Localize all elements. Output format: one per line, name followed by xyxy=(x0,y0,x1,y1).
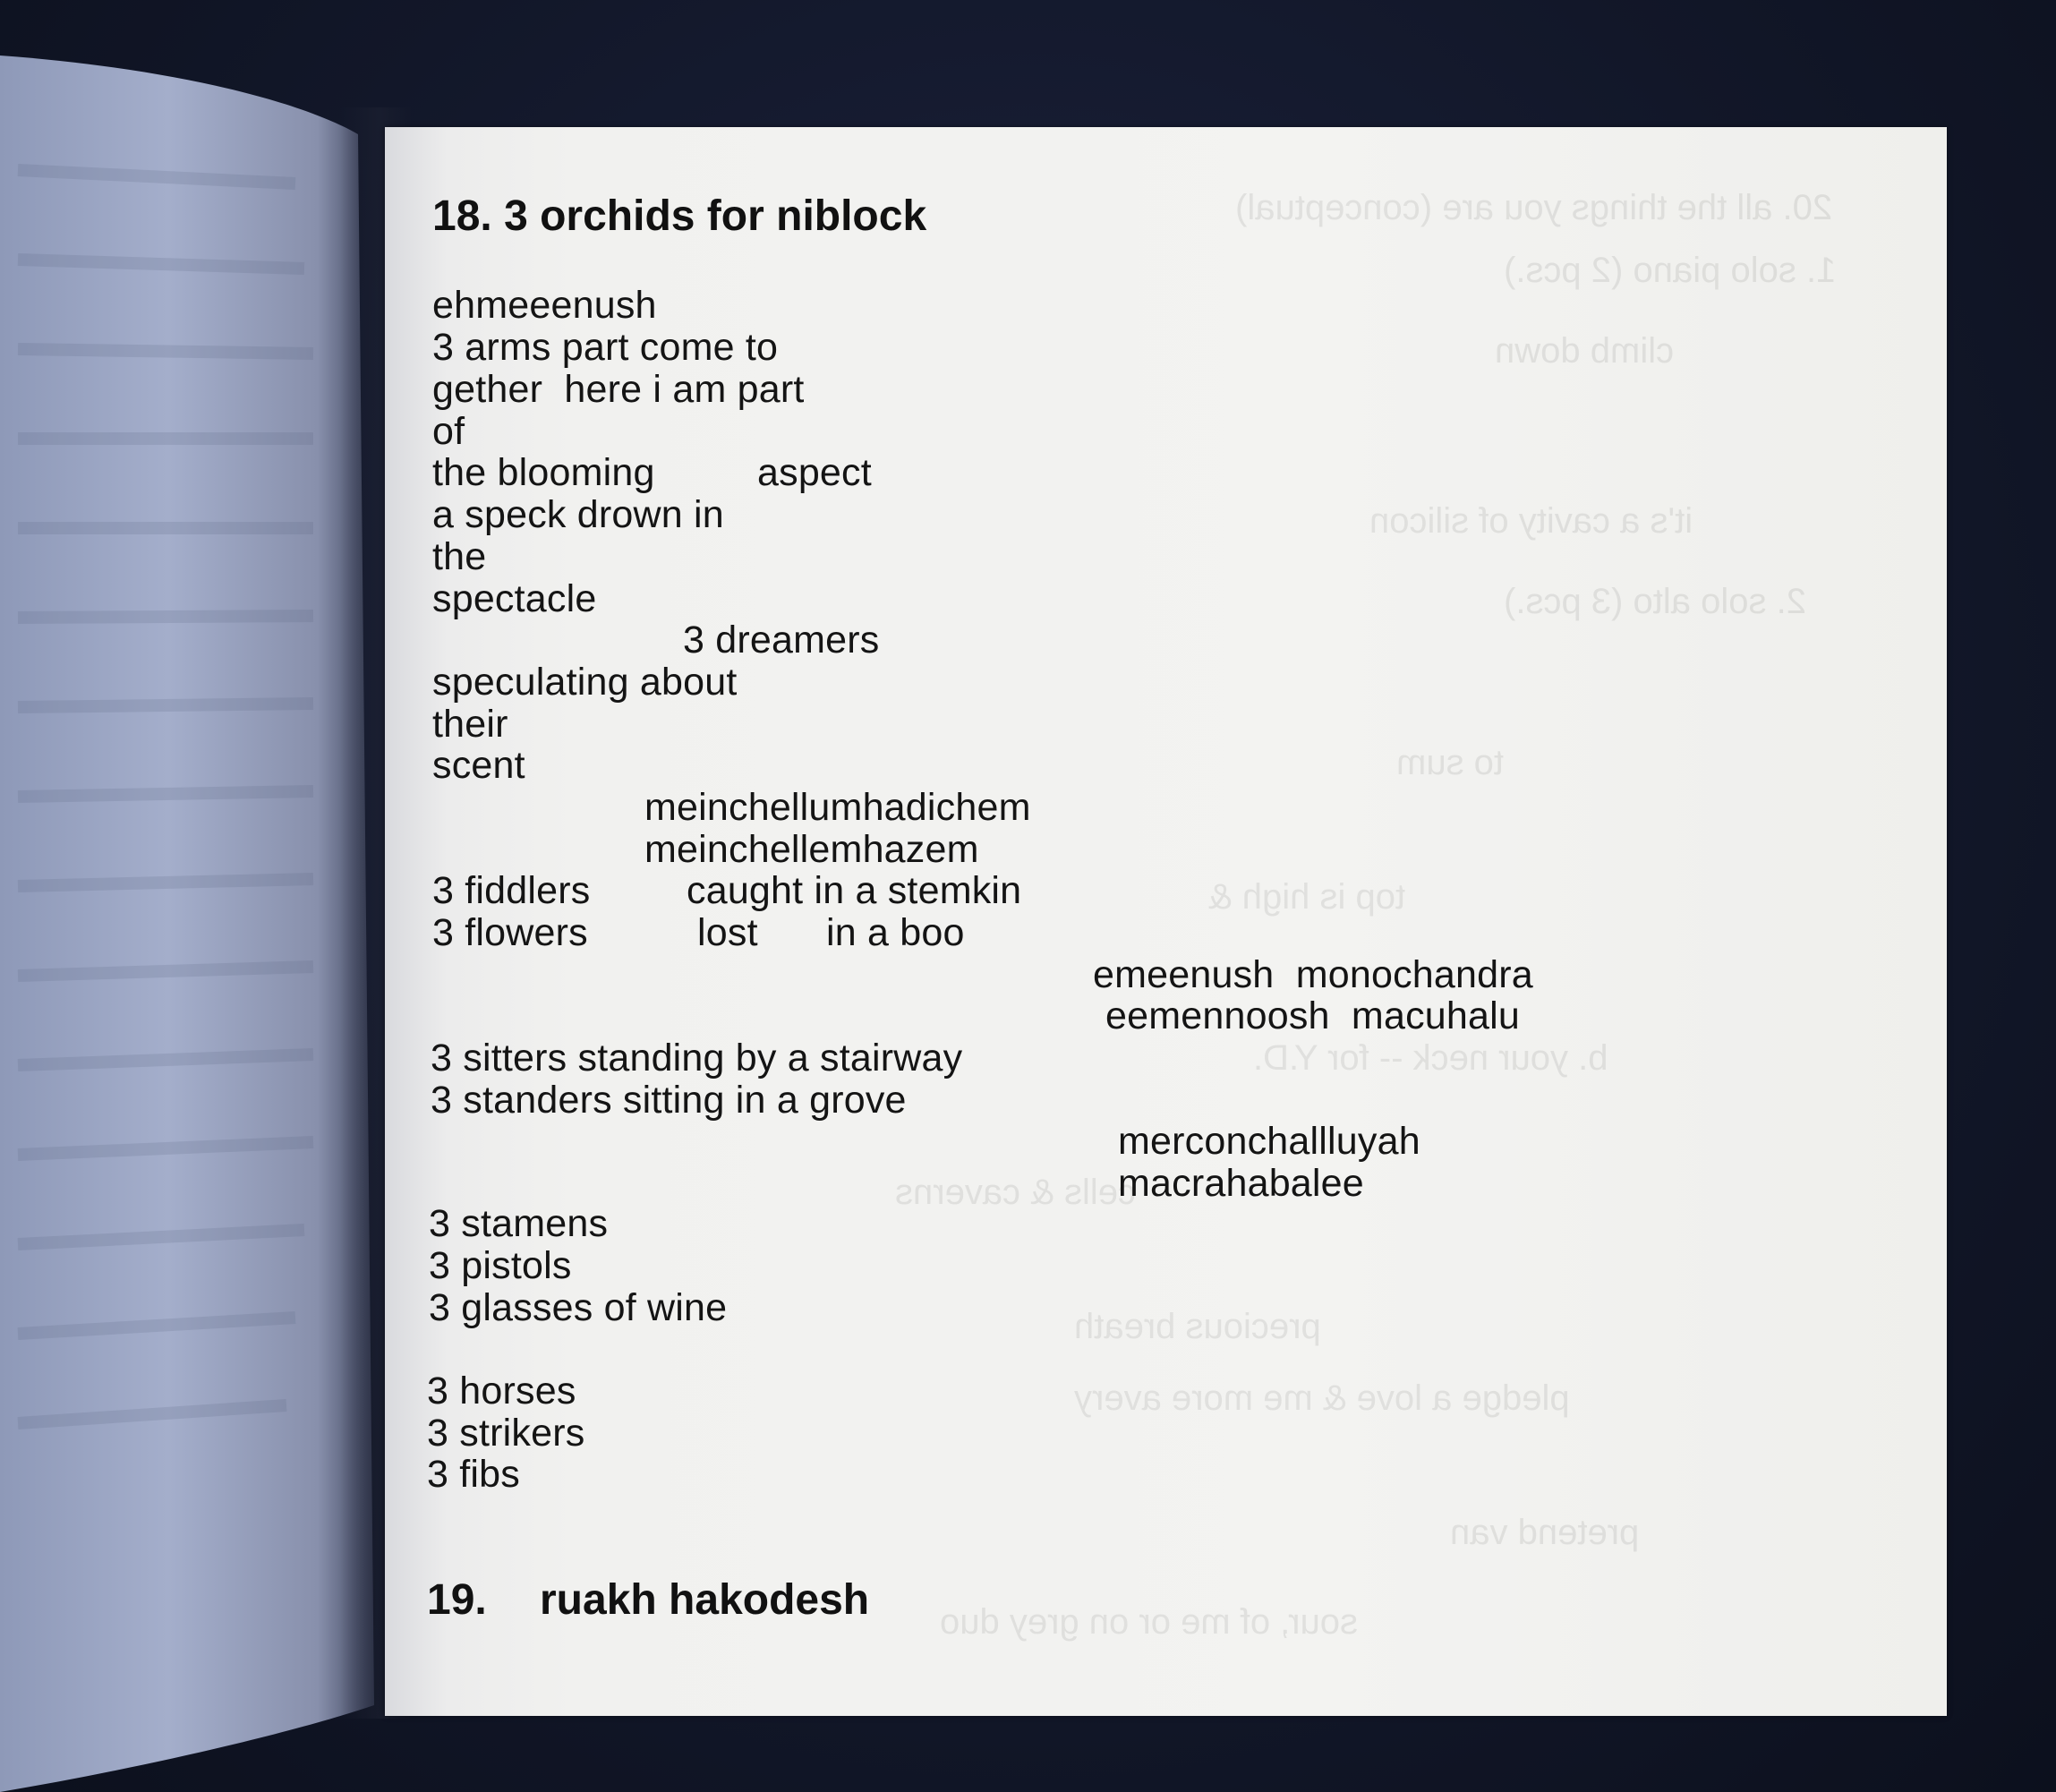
section-number-19: 19. xyxy=(427,1576,487,1624)
poem-line: merconchallluyah xyxy=(1118,1120,1420,1163)
poem-line: 3 flowers xyxy=(432,911,588,954)
poem-line: 3 dreamers xyxy=(683,619,880,661)
section-title-19: ruakh hakodesh xyxy=(540,1576,870,1624)
poem-line: emeenush monochandra xyxy=(1093,953,1533,996)
poem-line: a speck drown in xyxy=(432,493,724,536)
show-through-text: precious breath xyxy=(1074,1307,1321,1346)
poem-line: 3 glasses of wine xyxy=(429,1286,728,1329)
poem-line: macrahabalee xyxy=(1118,1162,1364,1205)
show-through-text: to sum xyxy=(1396,743,1505,782)
poem-line: 3 standers sitting in a grove xyxy=(431,1079,907,1122)
section-title-18: 18. 3 orchids for niblock xyxy=(432,192,927,240)
show-through-text: sour, of me or on grey duo xyxy=(940,1602,1358,1642)
poem-line: their xyxy=(432,703,508,746)
poem-line: meinchellemhazem xyxy=(644,828,979,871)
poem-line: the xyxy=(432,535,487,578)
poem-line: meinchellumhadichem xyxy=(644,786,1031,829)
poem-line: in a boo xyxy=(826,911,965,954)
poem-line: 3 fibs xyxy=(427,1453,520,1496)
show-through-text: 2. solo alto (3 pcs.) xyxy=(1504,582,1806,621)
poem-line: 3 strikers xyxy=(427,1412,585,1455)
poem-line: 3 pistols xyxy=(429,1244,572,1287)
poem-line: 3 sitters standing by a stairway xyxy=(431,1037,963,1079)
show-through-text: pledge a love & me more avery xyxy=(1074,1378,1570,1418)
poem-line: eemennoosh macuhalu xyxy=(1105,994,1520,1037)
show-through-text: 1. solo piano (2 pcs.) xyxy=(1504,251,1837,290)
show-through-text: b. your neck -- for Y.D. xyxy=(1253,1038,1608,1078)
show-through-text: it's a cavity of silicon xyxy=(1369,501,1693,541)
poem-line: 3 arms part come to xyxy=(432,326,779,369)
show-through-text: pretend van xyxy=(1450,1513,1640,1552)
poem-line: lost xyxy=(697,911,758,954)
poem-line: the blooming xyxy=(432,451,655,494)
poem-line: 3 stamens xyxy=(429,1202,609,1245)
poem-line: 3 fiddlers xyxy=(432,869,591,912)
poem-line: aspect xyxy=(757,451,872,494)
show-through-text: 20. all the things you are (conceptual) xyxy=(1235,188,1833,227)
poem-line: gether here i am part xyxy=(432,368,805,411)
poem-line: caught in a stemkin xyxy=(687,869,1022,912)
poem-line: scent xyxy=(432,744,525,787)
show-through-text: top is high & xyxy=(1208,877,1406,917)
poem-line: 3 horses xyxy=(427,1370,576,1412)
poem-line: speculating about xyxy=(432,661,738,704)
show-through-text: cells & caverns xyxy=(895,1173,1136,1212)
show-through-text: climb down xyxy=(1495,331,1675,371)
poem-line: of xyxy=(432,410,465,453)
poem-line: spectacle xyxy=(432,577,597,620)
poem-line: ehmeeenush xyxy=(432,284,657,327)
